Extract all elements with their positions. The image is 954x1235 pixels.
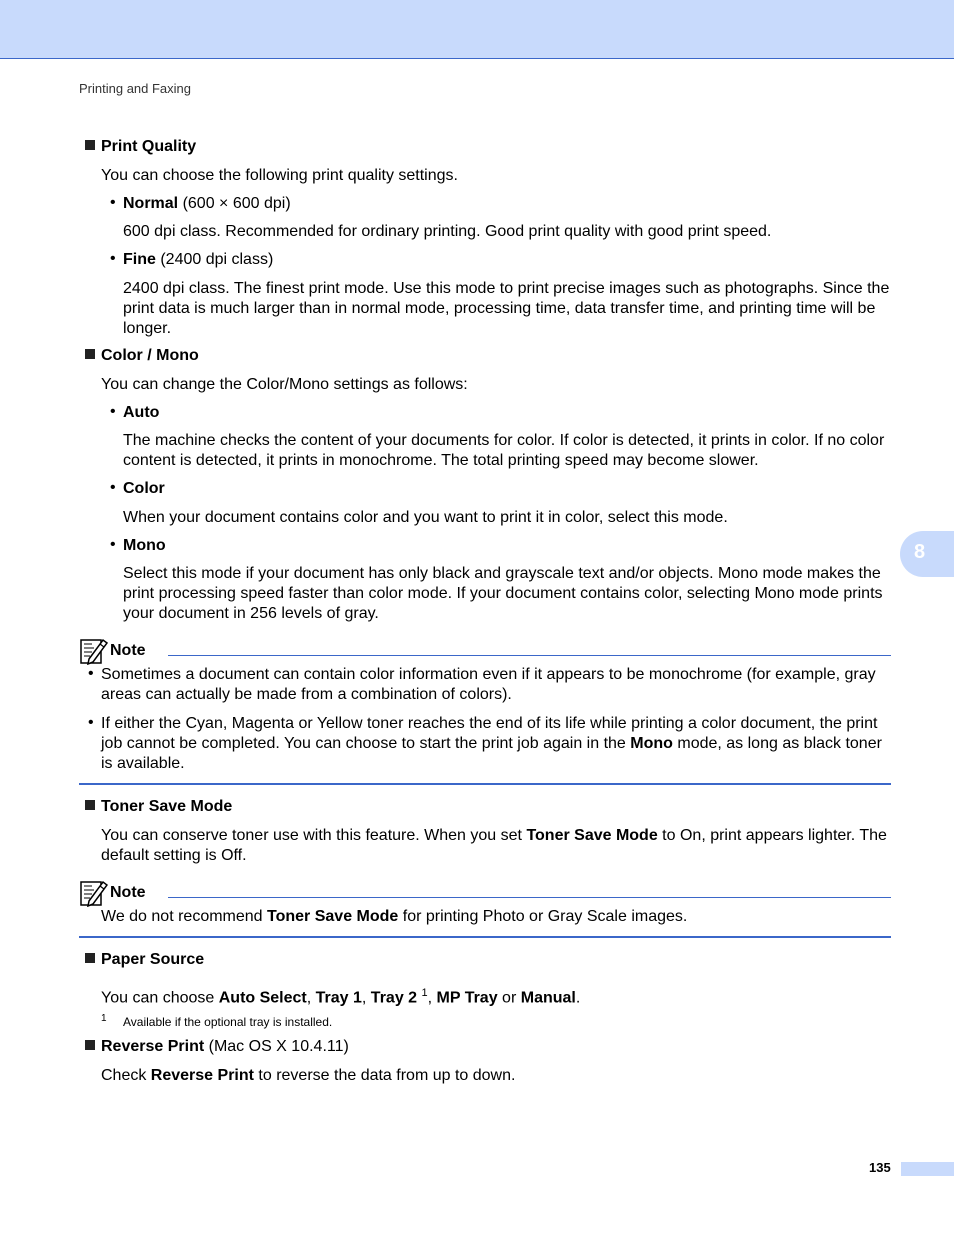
- page-number-bar: [901, 1162, 954, 1176]
- option-fine-desc: 2400 dpi class. The finest print mode. Use this mode to print precise images such as photographs. Since the print data is much larger than in normal mode, processing time, data transfer time, and printing time will be longer.: [123, 280, 890, 337]
- option-mono-desc: Select this mode if your document has only black and grayscale text and/or objects. Mono mode makes the print processing speed faster than color mode. If your document contains color, selecting Mono mode prints your document in 256 levels of gray.: [123, 565, 883, 622]
- square-bullet-icon: [85, 349, 95, 359]
- note-pencil-icon: [80, 637, 108, 665]
- note-bottom-rule: [79, 783, 891, 785]
- note-pencil-icon: [80, 879, 108, 907]
- option-normal-spec: (600 × 600 dpi): [178, 195, 291, 212]
- option-auto-desc: The machine checks the content of your documents for color. If color is detected, it prints in color. If no color content is detected, it prints in monochrome. The total printing speed may become slower.: [123, 432, 885, 469]
- header-band: [0, 0, 954, 59]
- note-top-rule: [168, 897, 891, 898]
- footnote-text: Available if the optional tray is installed.: [123, 1015, 333, 1029]
- color-mono-intro: You can change the Color/Mono settings as follows:: [101, 376, 468, 393]
- bullet-icon: •: [110, 403, 116, 420]
- section-title-print-quality: Print Quality: [85, 138, 196, 156]
- option-normal-desc: 600 dpi class. Recommended for ordinary printing. Good print quality with good print speed.: [123, 223, 772, 240]
- print-quality-intro: You can choose the following print quality settings.: [101, 167, 458, 184]
- footnote-number: 1: [101, 1013, 107, 1024]
- running-head: Printing and Faxing: [79, 81, 192, 96]
- bullet-icon: •: [110, 536, 116, 553]
- square-bullet-icon: [85, 800, 95, 810]
- option-fine-label: Fine: [123, 251, 156, 268]
- bullet-icon: •: [110, 194, 116, 211]
- option-normal: [123, 194, 291, 214]
- note-item: If either the Cyan, Magenta or Yellow toner reaches the end of its life while printing a color document, the print job cannot be completed. You can choose to start the print job again in the Mono mode, as long as black toner is available.: [101, 715, 882, 772]
- footnote-ref: 1: [421, 987, 428, 999]
- option-auto-label: Auto: [123, 404, 160, 421]
- paper-source-desc: You can choose Auto Select, Tray 1, Tray 2 $^1$, MP Tray or Manual.: [101, 987, 581, 1007]
- option-fine: [123, 250, 273, 270]
- note-bottom-rule: [79, 936, 891, 938]
- option-mono-label: Mono: [123, 537, 166, 554]
- option-fine-spec: (2400 dpi class): [155, 251, 274, 268]
- section-title-toner-save: Toner Save Mode: [85, 798, 232, 816]
- option-color-desc: When your document contains color and you want to print it in color, select this mode.: [123, 509, 728, 526]
- page-number: 135: [869, 1160, 891, 1175]
- bullet-icon: •: [88, 714, 94, 731]
- square-bullet-icon: [85, 953, 95, 963]
- bullet-icon: •: [88, 665, 94, 682]
- square-bullet-icon: [85, 140, 95, 150]
- note-top-rule: [168, 655, 891, 656]
- bullet-icon: •: [110, 479, 116, 496]
- reverse-print-desc: Check Reverse Print to reverse the data from up to down.: [101, 1067, 516, 1084]
- option-color-label: Color: [123, 480, 165, 497]
- section-title-reverse-print: Reverse Print (Mac OS X 10.4.11): [85, 1038, 349, 1056]
- chapter-number: 8: [914, 541, 926, 563]
- square-bullet-icon: [85, 1040, 95, 1050]
- chapter-tab: [900, 531, 954, 577]
- section-title-paper-source: Paper Source: [85, 951, 204, 969]
- toner-save-desc: You can conserve toner use with this feature. When you set Toner Save Mode to On, print appears lighter. The default setting is Off.: [101, 827, 887, 864]
- bullet-icon: •: [110, 250, 116, 267]
- note-text: We do not recommend Toner Save Mode for printing Photo or Gray Scale images.: [101, 908, 688, 925]
- note-label: Note: [110, 884, 146, 901]
- note-item: Sometimes a document can contain color information even if it appears to be monochrome (for example, gray areas can actually be made from a combination of colors).: [101, 666, 876, 703]
- section-title-color-mono: Color / Mono: [85, 347, 199, 365]
- option-normal-label: Normal: [123, 195, 179, 212]
- note-label: Note: [110, 642, 146, 659]
